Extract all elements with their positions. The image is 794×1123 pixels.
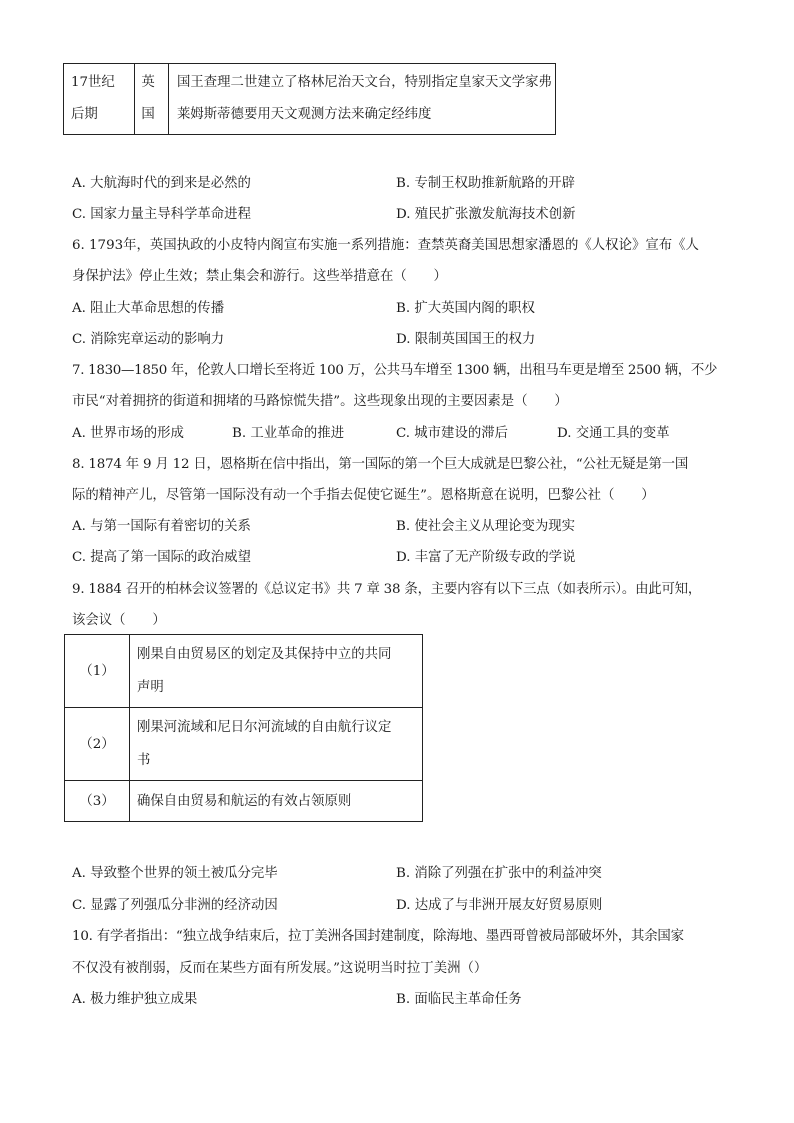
q6-option-a: A. 阻止大革命思想的传播 <box>72 301 225 316</box>
event-cell <box>169 64 556 135</box>
q10-option-b: B. 面临民主革命任务 <box>396 992 522 1007</box>
q9-option-d: D. 达成了与非洲开展友好贸易原则 <box>396 898 603 913</box>
q7-stem-line2: 市民“对着拥挤的街道和拥堵的马路惊慌失措”。这些现象出现的主要因素是（ ） <box>72 394 568 409</box>
row-text <box>130 781 423 822</box>
q10-stem-line2: 不仅没有被削弱，反而在某些方面有所发展。”这说明当时拉丁美洲（） <box>72 961 488 976</box>
q9-option-c: C. 显露了列强瓜分非洲的经济动因 <box>72 898 278 913</box>
row-text-line2: 书 <box>137 753 151 768</box>
row-number: （2） <box>65 708 130 781</box>
country-text: 英国 <box>141 75 155 122</box>
q9-option-a: A. 导致整个世界的领土被瓜分完毕 <box>72 866 278 881</box>
q8-option-b: B. 使社会主义从理论变为现实 <box>396 519 576 534</box>
q6-stem-line1: 6. 1793年，英国执政的小皮特内阁宣布实施一系列措施：查禁英裔美国思想家潘恩的《人权论》宣布《人 <box>72 238 699 253</box>
row-number: （3） <box>65 781 130 822</box>
q7-option-a: A. 世界市场的形成 <box>72 426 184 441</box>
table-row <box>65 708 423 781</box>
q5-option-b: B. 专制王权助推新航路的开辟 <box>396 176 576 191</box>
q8-option-d: D. 丰富了无产阶级专政的学说 <box>396 550 576 565</box>
q6-stem-line2: 身保护法》停止生效；禁止集会和游行。这些举措意在（ ） <box>72 269 447 284</box>
q6-option-c: C. 消除宪章运动的影响力 <box>72 332 225 347</box>
q9-option-b: B. 消除了列强在扩张中的利益冲突 <box>396 866 602 881</box>
period-cell <box>64 64 135 135</box>
q7-stem-line1: 7. 1830—1850 年，伦敦人口增长至将近 100 万，公共马车增至 1300 辆，出租马车更是增至 2500 辆，不少 <box>72 363 718 378</box>
row-text-line1: 确保自由贸易和航运的有效占领原则 <box>137 793 352 809</box>
q5-option-d: D. 殖民扩张激发航海技术创新 <box>396 207 576 222</box>
q9-stem-line1: 9. 1884 召开的柏林会议签署的《总议定书》共 7 章 38 条，主要内容有以下三点（如表所示）。由此可知， <box>72 582 702 597</box>
q8-option-a: A. 与第一国际有着密切的关系 <box>72 519 251 534</box>
table-row <box>65 781 423 822</box>
q8-option-c: C. 提高了第一国际的政治威望 <box>72 550 251 565</box>
row-text-line1: 刚果自由贸易区的划定及其保持中立的共同 <box>137 647 392 662</box>
q6-option-d: D. 限制英国国王的权力 <box>396 332 536 347</box>
q5-option-c: C. 国家力量主导科学革命进程 <box>72 207 251 222</box>
q8-stem-line1: 8. 1874 年 9 月 12 日，恩格斯在信中指出，第一国际的第一个巨大成就是巴黎公社，“公社无疑是第一国 <box>72 457 689 472</box>
history-table <box>63 63 556 135</box>
q6-option-b: B. 扩大英国内阁的职权 <box>396 301 535 316</box>
q9-table <box>64 634 423 822</box>
q5-option-a: A. 大航海时代的到来是必然的 <box>72 176 251 191</box>
q10-option-a: A. 极力维护独立成果 <box>72 992 198 1007</box>
row-text-line1: 刚果河流域和尼日尔河流域的自由航行议定 <box>137 720 392 735</box>
q9-stem-line2: 该会议（ ） <box>72 613 166 628</box>
row-number: （1） <box>65 635 130 708</box>
row-text-line2: 声明 <box>137 680 164 695</box>
event-text: 国王查理二世建立了格林尼治天文台，特别指定皇家天文学家弗莱姆斯蒂德要用天文观测方法来确定经纬度 <box>177 75 552 122</box>
q7-option-d: D. 交通工具的变革 <box>557 426 670 441</box>
row-text <box>130 708 423 781</box>
q8-stem-line2: 际的精神产儿，尽管第一国际没有动一个手指去促使它诞生”。恩格斯意在说明，巴黎公社（ ） <box>72 488 655 503</box>
period-text: 17世纪后期 <box>71 75 115 122</box>
q7-option-c: C. 城市建设的滞后 <box>396 426 509 441</box>
country-cell <box>135 64 169 135</box>
table-row <box>65 635 423 708</box>
q7-option-b: B. 工业革命的推进 <box>232 426 345 441</box>
q10-stem-line1: 10. 有学者指出：“独立战争结束后，拉丁美洲各国封建制度，除海地、墨西哥曾被局部破坏外，其余国家 <box>72 929 684 944</box>
row-text <box>130 635 423 708</box>
